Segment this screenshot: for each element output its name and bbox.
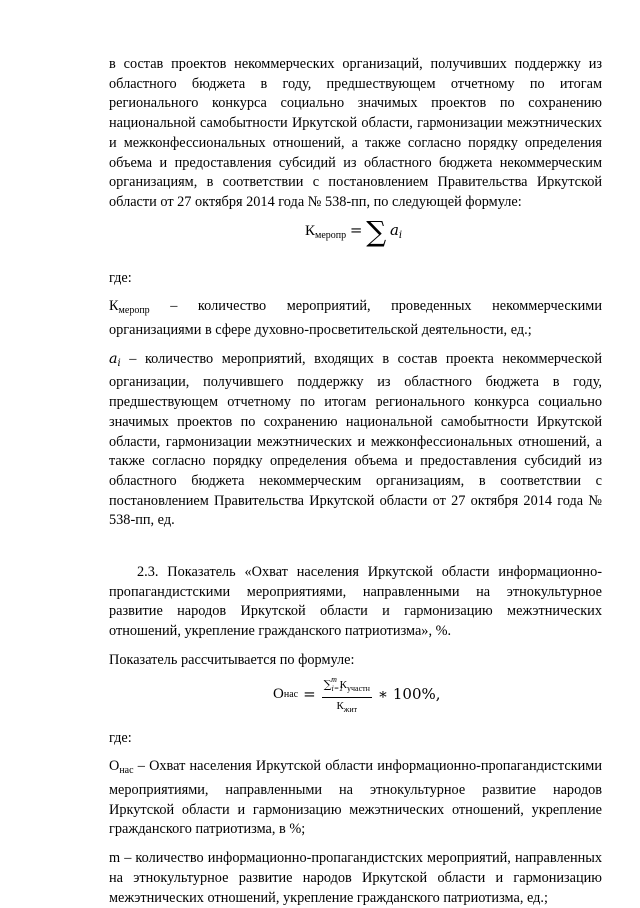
- symbol-a: a: [389, 220, 399, 239]
- f2-k-zhit: К: [336, 699, 344, 712]
- symbol-a-subscript: i: [398, 229, 403, 241]
- f2-k-part: К: [339, 678, 348, 691]
- formula-k-meropr: [109, 213, 602, 269]
- def-a-subscript: i: [117, 357, 121, 369]
- formula-o-nas: [109, 671, 602, 729]
- f2-k-part-subscript: участн: [347, 683, 370, 693]
- f2-symbol-o-subscript: нас: [283, 688, 299, 700]
- f2-k-zhit-subscript: жит: [343, 704, 358, 714]
- symbol-k: К: [305, 222, 316, 239]
- symbol-equals: =: [349, 220, 363, 239]
- def-k-subscript: меропр: [118, 305, 150, 317]
- symbol-sum: ∑: [366, 214, 387, 248]
- def-ai-text: – количество мероприятий, входящих в состав проекта некоммерческой организации, получившего поддержку из областного бюджета в году, предшествующем отчетному по итогам регионального конкурса социально значимых проектов по сохранению национальной самобытности Иркутской области, гармонизации межэтнических и межконфессиональных отношений, а также согласно порядку определения объема и предоставления субсидий из областного бюджета некоммерческим организациям, в соответствии с постановлением Правительства Иркутской области от 27 октября 2014 года № 538-пп, ед.: [109, 350, 602, 529]
- f2-sum-upper: m: [331, 674, 337, 684]
- where-label-1: где:: [109, 269, 132, 286]
- formula-o-nas-expression: [273, 673, 441, 717]
- f2-times-100: ∗ 100%,: [377, 684, 441, 703]
- def-k-text: – количество мероприятий, проведенных некоммерческими организациями в сфере духовно-просветительской деятельности, ед.;: [109, 298, 602, 339]
- document-page: [109, 55, 602, 908]
- section-2-3-heading: 2.3. Показатель «Охват населения Иркутской области информационно-пропагандистскими мероприятиями, направленными на этнокультурное развитие народов Иркутской области и гармонизацию межэтнических отношений, укрепление гражданского патриотизма», %.: [109, 564, 602, 640]
- f2-symbol-equals: =: [303, 684, 316, 703]
- def-m-symbol: m: [109, 850, 121, 867]
- definition-k-meropr: [109, 297, 602, 340]
- calc-intro: Показатель рассчитывается по формуле:: [109, 651, 355, 668]
- formula-k-meropr-expression: [305, 214, 403, 248]
- def-o-subscript: нас: [119, 765, 134, 777]
- f2-numerator: [322, 673, 372, 698]
- where-label-2: где:: [109, 729, 132, 746]
- def-o-text: – Охват населения Иркутской области информационно-пропагандистскими мероприятиями, направленными на этнокультурное развитие народов Иркутской области и гармонизацию межэтнических отношений, укрепление гражданского патриотизма, в %;: [109, 758, 602, 838]
- definition-o-nas: [109, 757, 602, 840]
- paragraph-intro: в состав проектов некоммерческих организаций, получивших поддержку из областного бюджета в году, предшествующем отчетному по итогам регионального конкурса социально значимых проектов по сохранению национальной самобытности Иркутской области, гармонизации межэтнических и межконфессиональных отношений, а также согласно порядку определения объема и предоставления субсидий из областного бюджета некоммерческим организациям, в соответствии с постановлением Правительства Иркутской области от 27 октября 2014 года № 538-пп, по следующей формуле:: [109, 56, 602, 210]
- f2-sum-lower: i=1: [331, 683, 344, 693]
- def-o-symbol: О: [109, 758, 120, 775]
- definition-m: [109, 849, 602, 908]
- def-k-symbol: К: [109, 298, 119, 315]
- def-a-symbol: a: [109, 350, 118, 367]
- f2-denominator: [336, 698, 357, 717]
- f2-fraction: [322, 673, 372, 717]
- f2-sum: ∑: [323, 677, 332, 691]
- def-m-text: – количество информационно-пропагандистских мероприятий, направленных на этнокультурное развитие народов Иркутской области и гармонизацию межэтнических отношений, укрепление гражданского патриотизма, ед.;: [109, 850, 602, 906]
- symbol-k-subscript: меропр: [315, 229, 347, 241]
- f2-symbol-o: О: [273, 685, 284, 702]
- definition-ai: [109, 350, 602, 531]
